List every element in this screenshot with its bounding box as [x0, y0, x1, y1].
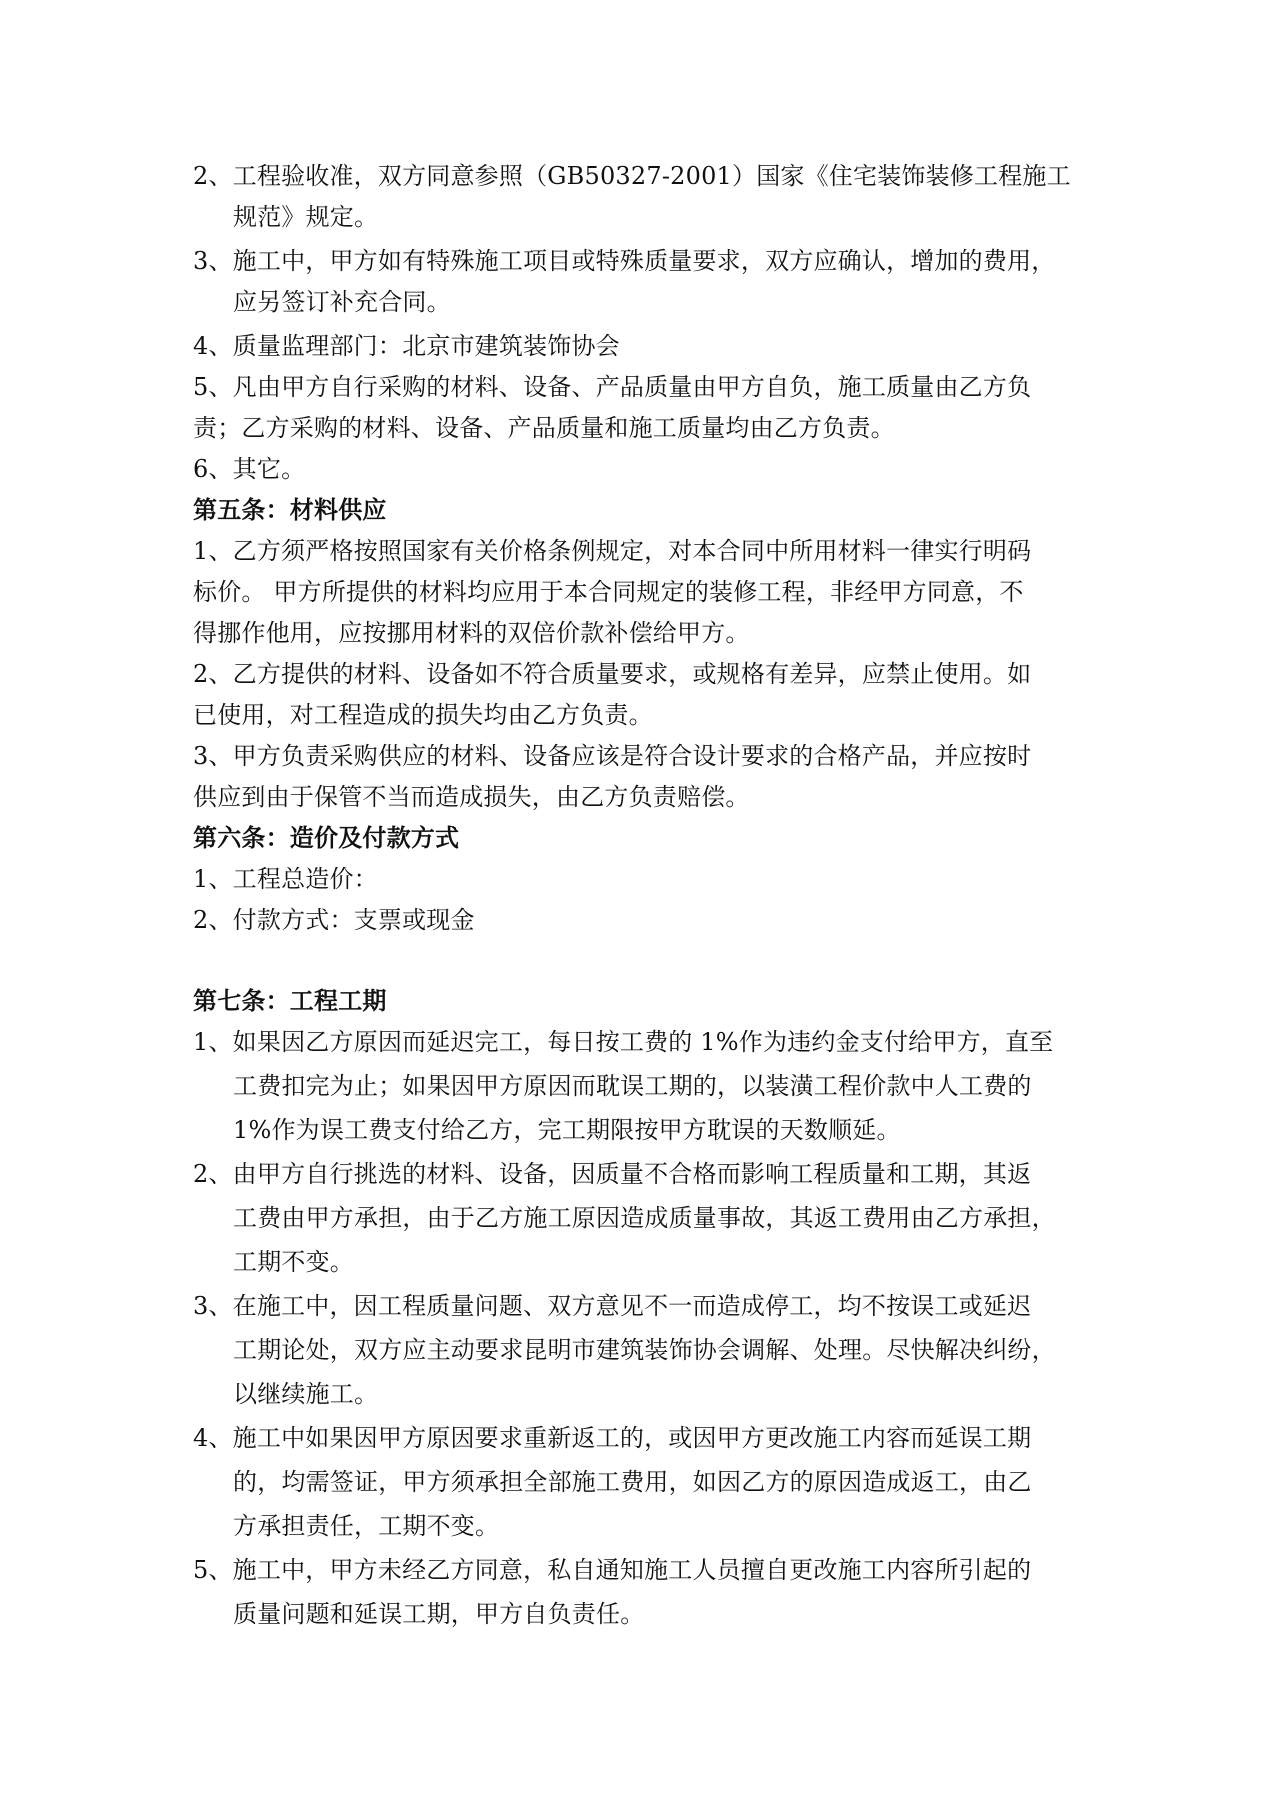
clause-5-item-1: 1、乙方须严格按照国家有关价格条例规定，对本合同中所用材料一律实行明码 — [193, 537, 1032, 565]
clause-4-item-2: 2、工程验收准，双方同意参照（GB50327-2001）国家《住宅装饰装修工程施工 — [193, 162, 1071, 190]
clause-7-item-4: 4、施工中如果因甲方原因要求重新返工的，或因甲方更改施工内容而延误工期 — [193, 1424, 1032, 1452]
clause-6-heading: 第六条：造价及付款方式 — [193, 823, 460, 852]
clause-5-heading: 第五条：材料供应 — [193, 495, 387, 524]
clause-7-item-3-cont: 以继续施工。 — [233, 1380, 379, 1408]
clause-7-item-1: 1、如果因乙方原因而延迟完工，每日按工费的 1%作为违约金支付给甲方，直至 — [193, 1028, 1054, 1056]
clause-7-item-1-cont: 工费扣完为止；如果因甲方原因而耽误工期的，以装潢工程价款中人工费的 — [233, 1072, 1032, 1100]
clause-4-item-2-cont: 规范》规定。 — [233, 203, 379, 231]
clause-7-item-3: 3、在施工中，因工程质量问题、双方意见不一而造成停工，均不按误工或延迟 — [193, 1292, 1032, 1320]
clause-7-item-4-cont: 方承担责任，工期不变。 — [233, 1512, 500, 1540]
clause-7-item-5: 5、施工中，甲方未经乙方同意，私自通知施工人员擅自更改施工内容所引起的 — [193, 1556, 1032, 1584]
clause-4-item-6: 6、其它。 — [193, 455, 306, 483]
clause-5-item-3: 3、甲方负责采购供应的材料、设备应该是符合设计要求的合格产品，并应按时 — [193, 742, 1032, 770]
clause-7-item-3-cont: 工期论处，双方应主动要求昆明市建筑装饰协会调解、处理。尽快解决纠纷， — [233, 1336, 1056, 1364]
clause-7-heading: 第七条：工程工期 — [193, 986, 387, 1015]
clause-7-item-2-cont: 工费由甲方承担，由于乙方施工原因造成质量事故，其返工费用由乙方承担， — [233, 1204, 1056, 1232]
clause-5-item-3-cont: 供应到由于保管不当而造成损失，由乙方负责赔偿。 — [193, 783, 750, 811]
clause-4-item-3: 3、施工中，甲方如有特殊施工项目或特殊质量要求，双方应确认，增加的费用， — [193, 247, 1056, 275]
clause-7-item-4-cont: 的，均需签证，甲方须承担全部施工费用，如因乙方的原因造成返工，由乙 — [233, 1468, 1032, 1496]
clause-4-item-5: 5、凡由甲方自行采购的材料、设备、产品质量由甲方自负，施工质量由乙方负 — [193, 373, 1032, 401]
clause-5-item-2-cont: 已使用，对工程造成的损失均由乙方负责。 — [193, 701, 653, 729]
clause-5-item-2: 2、乙方提供的材料、设备如不符合质量要求，或规格有差异，应禁止使用。如 — [193, 660, 1032, 688]
clause-5-item-1-cont: 标价。 甲方所提供的材料均应用于本合同规定的装修工程，非经甲方同意，不 — [193, 578, 1024, 606]
clause-4-item-5-cont: 责；乙方采购的材料、设备、产品质量和施工质量均由乙方负责。 — [193, 414, 895, 442]
clause-7-item-5-cont: 质量问题和延误工期，甲方自负责任。 — [233, 1600, 645, 1628]
clause-7-item-2-cont: 工期不变。 — [233, 1248, 354, 1276]
clause-7-item-2: 2、由甲方自行挑选的材料、设备，因质量不合格而影响工程质量和工期，其返 — [193, 1160, 1032, 1188]
clause-7-item-1-cont: 1%作为误工费支付给乙方，完工期限按甲方耽误的天数顺延。 — [233, 1116, 901, 1144]
clause-6-item-1: 1、工程总造价： — [193, 865, 378, 893]
contract-body — [193, 158, 1093, 1632]
clause-6-item-2: 2、付款方式：支票或现金 — [193, 906, 475, 934]
clause-5-item-1-cont: 得挪作他用，应按挪用材料的双倍价款补偿给甲方。 — [193, 619, 750, 647]
clause-4-item-3-cont: 应另签订补充合同。 — [233, 288, 451, 316]
clause-4-item-4: 4、质量监理部门：北京市建筑装饰协会 — [193, 332, 620, 360]
